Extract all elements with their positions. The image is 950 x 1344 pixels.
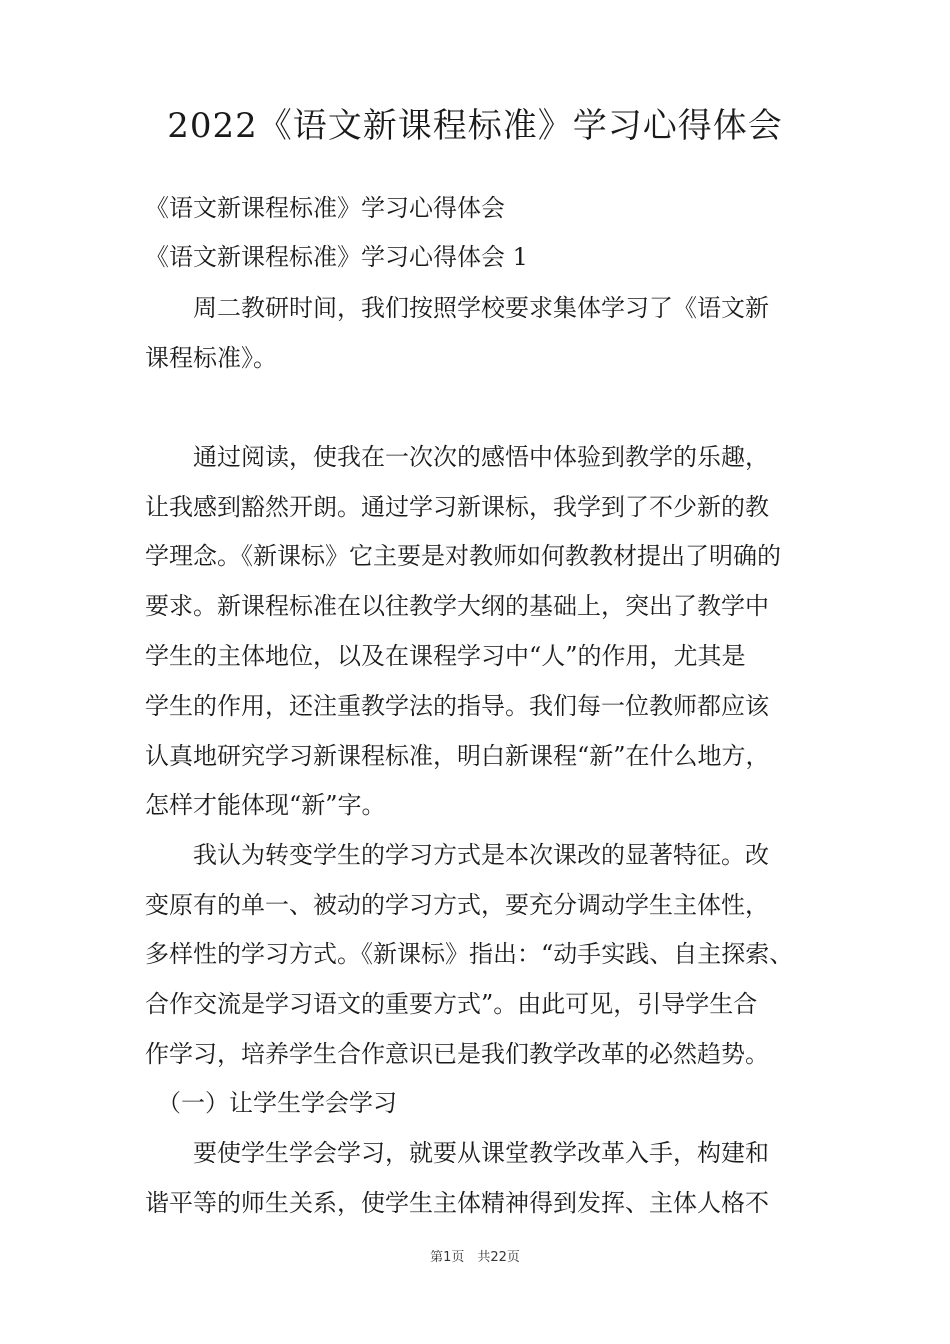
text-line: 多样性的学习方式。《新课标》指出：“动手实践、自主探索、 — [145, 940, 794, 968]
text-line: 让我感到豁然开朗。通过学习新课标，我学到了不少新的教 — [145, 493, 769, 521]
text-line: 学生的主体地位，以及在课程学习中“人”的作用，尤其是 — [145, 642, 746, 670]
text-line: 学生的作用，还注重教学法的指导。我们每一位教师都应该 — [145, 692, 769, 720]
text-line: 作学习，培养学生合作意识已是我们教学改革的必然趋势。 — [145, 1040, 769, 1068]
text-line: 课程标准》。 — [145, 344, 277, 372]
text-line: 学理念。《新课标》它主要是对教师如何教教材提出了明确的 — [145, 542, 781, 570]
text-line: 通过阅读，使我在一次次的感悟中体验到教学的乐趣， — [145, 443, 769, 471]
subtitle-line: 《语文新课程标准》学习心得体会 — [145, 194, 505, 222]
text-line: 变原有的单一、被动的学习方式，要充分调动学生主体性， — [145, 891, 769, 919]
text-line: 我认为转变学生的学习方式是本次课改的显著特征。改 — [145, 841, 769, 869]
text-line: 周二教研时间，我们按照学校要求集体学习了《语文新 — [145, 294, 769, 322]
subtitle-line: 《语文新课程标准》学习心得体会 1 — [145, 243, 528, 271]
section-heading: （一）让学生学会学习 — [145, 1089, 397, 1117]
text-line: 认真地研究学习新课程标准，明白新课程“新”在什么地方， — [145, 742, 770, 770]
document-title: 2022《语文新课程标准》学习心得体会 — [167, 106, 783, 146]
text-line: 要使学生学会学习，就要从课堂教学改革入手，构建和 — [145, 1139, 769, 1167]
text-line: 要求。新课程标准在以往教学大纲的基础上，突出了教学中 — [145, 592, 769, 620]
text-line: 合作交流是学习语文的重要方式”。由此可见，引导学生合 — [145, 990, 758, 1018]
text-line: 怎样才能体现“新”字。 — [145, 791, 386, 819]
page-footer: 第1页 共22页 — [430, 1250, 520, 1265]
text-line: 谐平等的师生关系，使学生主体精神得到发挥、主体人格不 — [145, 1189, 769, 1217]
